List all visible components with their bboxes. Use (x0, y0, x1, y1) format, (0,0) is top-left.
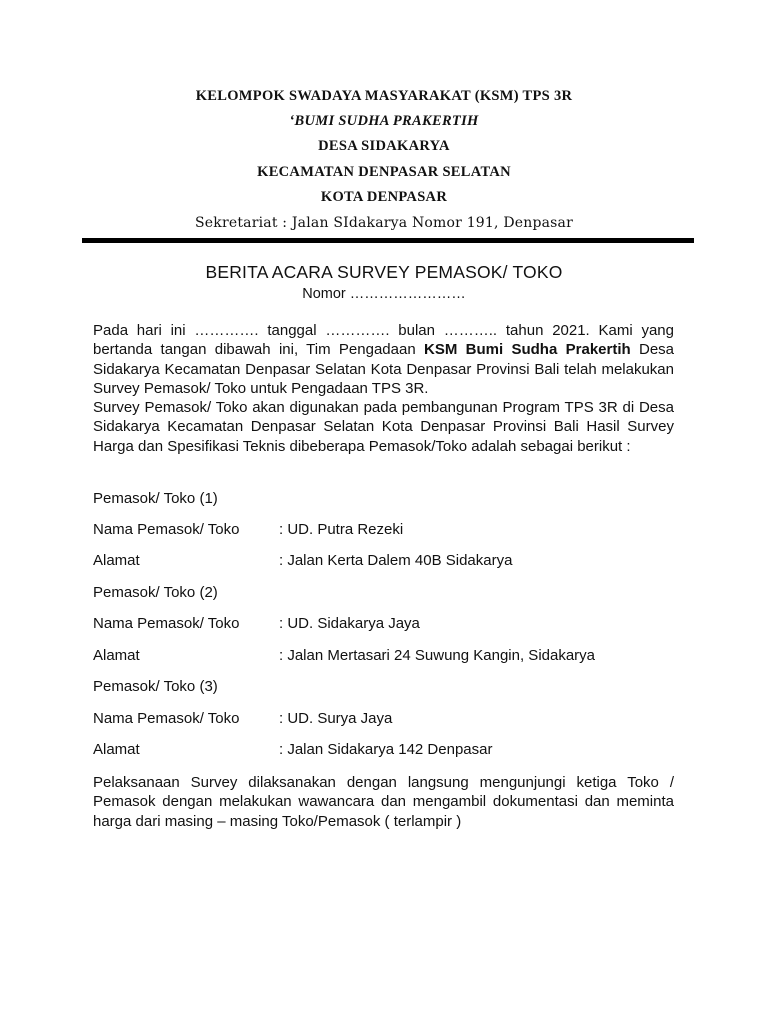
supplier-3-address-label: Alamat (93, 741, 140, 758)
supplier-3-name-label: Nama Pemasok/ Toko (93, 710, 240, 727)
supplier-1-name-value: : UD. Putra Rezeki (279, 521, 404, 538)
letterhead-secretariat: Sekretariat : Jalan SIdakarya Nomor 191, Denpasar (195, 215, 573, 231)
supplier-3-name-value: : UD. Surya Jaya (279, 710, 393, 727)
supplier-1-address-label: Alamat (93, 552, 140, 569)
supplier-3-address-value: : Jalan Sidakarya 142 Denpasar (279, 741, 493, 758)
supplier-1-name-label: Nama Pemasok/ Toko (93, 521, 240, 538)
letterhead-kota: KOTA DENPASAR (320, 189, 448, 205)
supplier-2-name-value: : UD. Sidakarya Jaya (279, 615, 420, 632)
supplier-1-heading: Pemasok/ Toko (1) (93, 490, 218, 507)
supplier-2-heading: Pemasok/ Toko (2) (93, 584, 218, 601)
supplier-2-name-label: Nama Pemasok/ Toko (93, 615, 240, 632)
intro-text-2: Desa Sidakarya Kecamatan Denpasar Selatan Kota Denpasar Provinsi Bali telah melakukan Survey Pemasok/ Toko untuk Pengadaan TPS 3R. (93, 341, 675, 397)
supplier-2-address-label: Alamat (93, 647, 140, 664)
letterhead-name: ‘BUMI SUDHA PRAKERTIH (289, 113, 479, 129)
intro-paragraph (93, 321, 674, 398)
supplier-1-address-value: : Jalan Kerta Dalem 40B Sidakarya (279, 552, 513, 569)
survey-paragraph: Survey Pemasok/ Toko akan digunakan pada pembangunan Program TPS 3R di Desa Sidakarya Kecamatan Denpasar Selatan Kota Denpasar Provinsi Bali Hasil Survey Harga dan Spesifikasi Teknis dibeberapa Pemasok/Toko adalah sebagai berikut : (93, 399, 674, 455)
intro-org-name: KSM Bumi Sudha Prakertih (424, 341, 631, 359)
supplier-3-heading: Pemasok/ Toko (3) (93, 678, 218, 695)
letterhead-kecamatan: KECAMATAN DENPASAR SELATAN (257, 164, 511, 180)
intro-text-1: Pada hari ini …………. tanggal …………. bulan ……….. tahun 2021. Kami yang bertanda tangan dibawah ini, Tim Pengadaan (93, 322, 674, 359)
document-number: Nomor …………………… (302, 286, 466, 302)
closing-paragraph: Pelaksanaan Survey dilaksanakan dengan langsung mengunjungi ketiga Toko / Pemasok dengan melakukan wawancara dan mengambil dokumentasi dan meminta harga dari masing – masing Toko/Pemasok ( terlampir ) (93, 774, 674, 830)
letterhead-org: KELOMPOK SWADAYA MASYARAKAT (KSM) TPS 3R (195, 88, 573, 104)
supplier-2-address-value: : Jalan Mertasari 24 Suwung Kangin, Sidakarya (279, 647, 596, 664)
letterhead-desa: DESA SIDAKARYA (318, 138, 450, 154)
document-title: BERITA ACARA SURVEY PEMASOK/ TOKO (205, 262, 563, 282)
letterhead-divider (82, 238, 694, 243)
